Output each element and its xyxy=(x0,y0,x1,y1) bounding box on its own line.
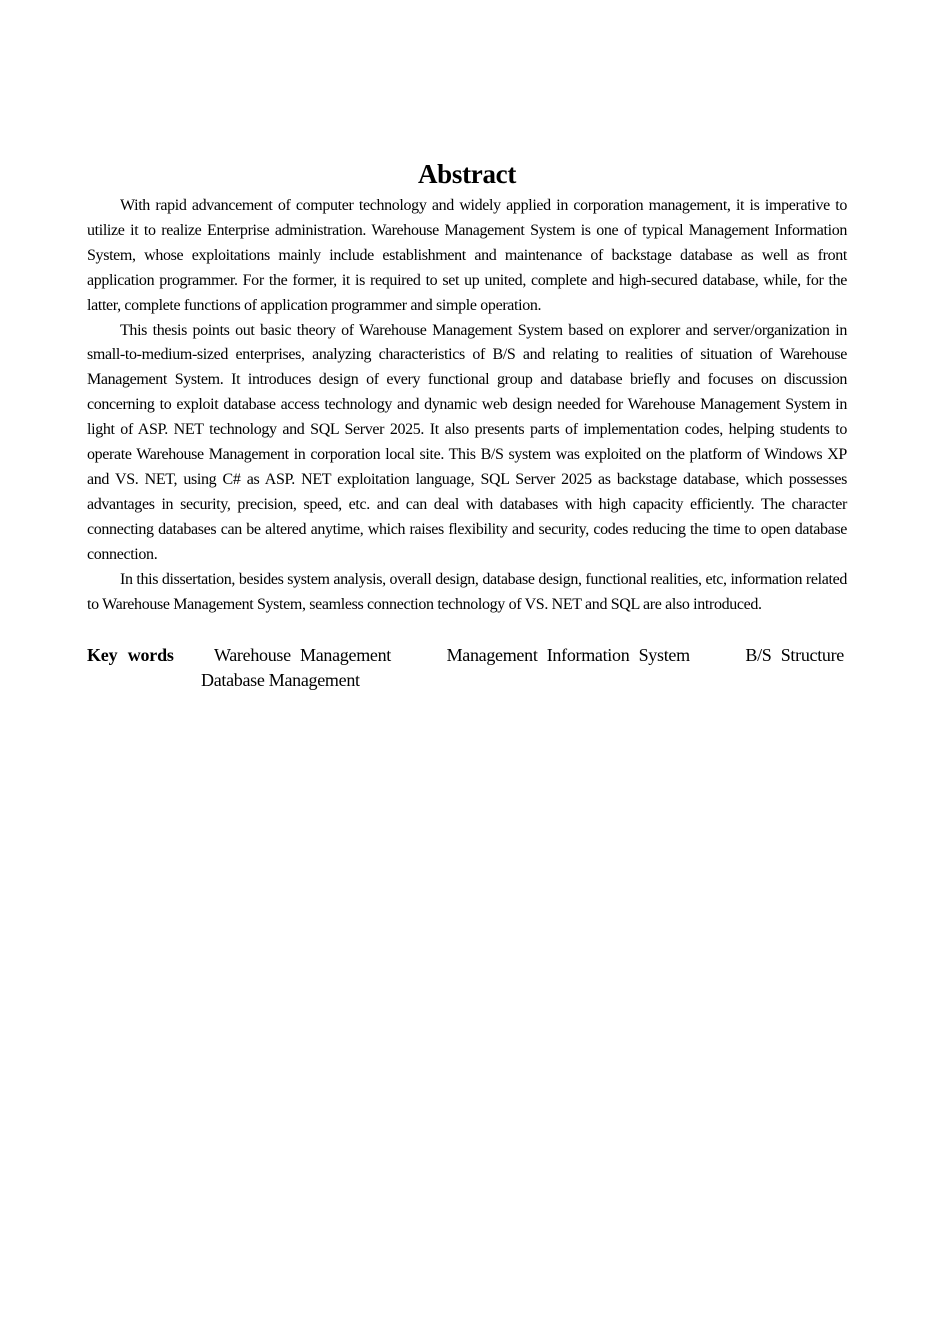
document-page xyxy=(87,158,847,691)
keywords-list xyxy=(214,643,844,668)
abstract-title: Abstract xyxy=(417,159,517,189)
abstract-paragraph-3: In this dissertation, besides system analysis, overall design, database design, functional realities, etc, information related to Warehouse Management System, seamless connection technology of VS. NET and SQL are also introduced. xyxy=(87,570,847,613)
keyword-item: Management Information System xyxy=(446,645,690,666)
abstract-paragraph-2: This thesis points out basic theory of Warehouse Management System based on explorer and server/organization in small-to-medium-sized enterprises, analyzing characteristics of B/S and relating to realities of situation of Warehouse Management System. It introduces design of every functional group and database briefly and focuses on discussion concerning to exploit database access technology and dynamic web design needed for Warehouse Management System in light of ASP. NET technology and SQL Server 2025. It also presents parts of implementation codes, helping students to operate Warehouse Management in corporation local site. This B/S system was exploited on the platform of Windows XP and VS. NET, using C# as ASP. NET exploitation language, SQL Server 2025 as backstage database, which possesses advantages in security, precision, speed, etc. and can deal with databases with high capacity efficiently. The character connecting databases can be altered anytime, which raises flexibility and security, codes reducing the time to open database connection. xyxy=(87,321,847,563)
keyword-item: Database Management xyxy=(201,670,360,691)
keywords-label: Key words xyxy=(87,645,174,666)
keyword-item: Warehouse Management xyxy=(214,645,391,666)
abstract-paragraph-1: With rapid advancement of computer technology and widely applied in corporation management, it is imperative to utilize it to realize Enterprise administration. Warehouse Management System is one of typical Management Information System, whose exploitations mainly include establishment and maintenance of backstage database as well as front application programmer. For the former, it is required to set up united, complete and high-secured database, while, for the latter, complete functions of application programmer and simple operation. xyxy=(87,197,847,314)
keyword-item: B/S Structure xyxy=(745,645,844,666)
